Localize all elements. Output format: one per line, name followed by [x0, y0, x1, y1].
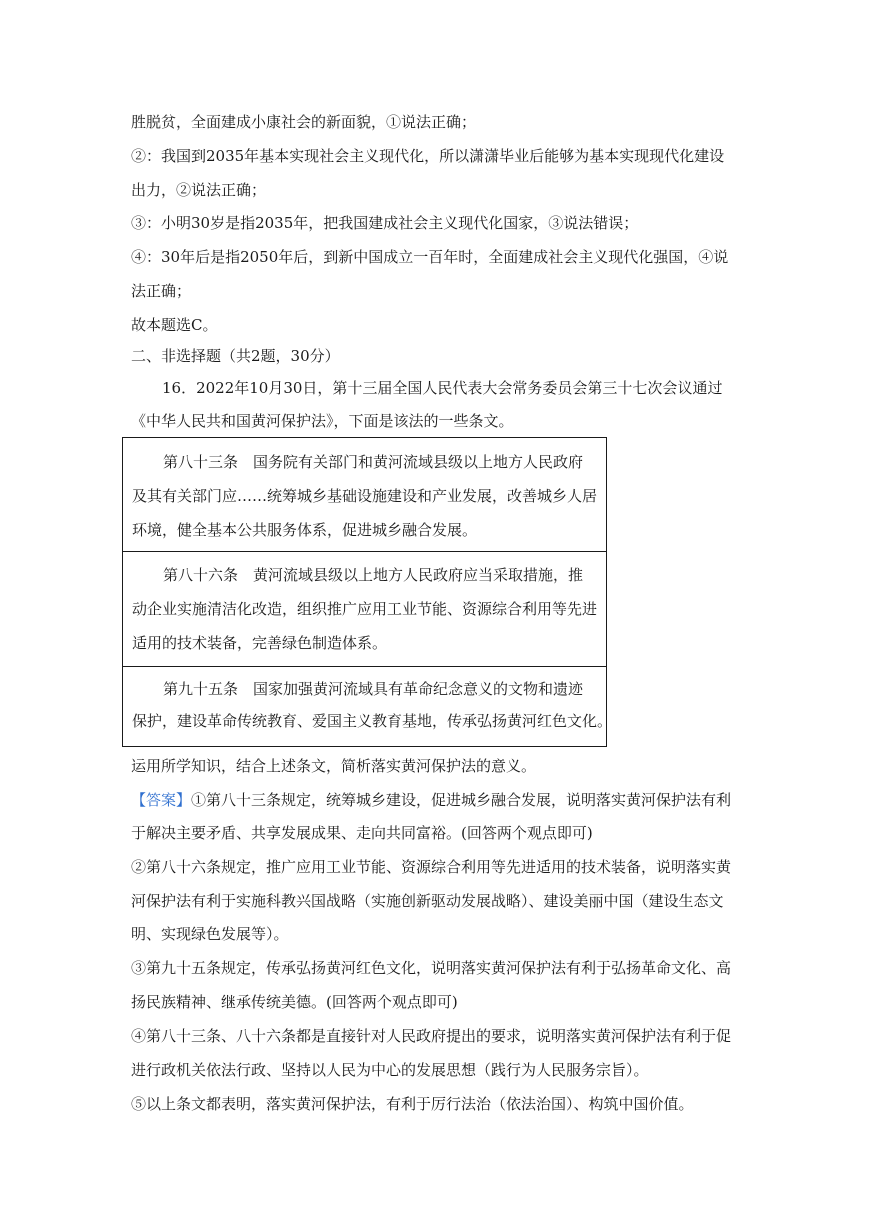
- article-line: 第八十三条 国务院有关部门和黄河流域县级以上地方人民政府: [163, 453, 584, 471]
- paragraph-line: 胜脱贫，全面建成小康社会的新面貌，①说法正确；: [131, 113, 477, 131]
- answer-line: ②第八十六条规定，推广应用工业节能、资源综合利用等先进适用的技术装备，说明落实黄: [131, 858, 732, 876]
- paragraph-line: ④：30年后是指2050年后，到新中国成立一百年时，全面建成社会主义现代化强国，④说: [131, 248, 729, 266]
- article-line: 第九十五条 国家加强黄河流域具有革命纪念意义的文物和遗迹: [163, 680, 584, 698]
- article-row: [123, 438, 607, 552]
- answer-tag: 【答案】: [131, 791, 192, 809]
- paragraph-line: ③：小明30岁是指2035年，把我国建成社会主义现代化国家，③说法错误；: [131, 214, 639, 232]
- answer-line: 明、实现绿色发展等）。: [131, 925, 289, 943]
- article-line: 动企业实施清洁化改造，组织推广应用工业节能、资源综合利用等先进: [132, 600, 598, 618]
- conclusion-line: 故本题选C。: [131, 316, 218, 334]
- question-16-stem: 《中华人民共和国黄河保护法》，下面是该法的一些条文。: [131, 412, 514, 430]
- answer-text: ①第八十三条规定，统筹城乡建设，促进城乡融合发展，说明落实黄河保护法有利: [191, 791, 732, 809]
- article-line: 适用的技术装备，完善绿色制造体系。: [132, 634, 388, 652]
- article-line: 保护，建设革命传统教育、爱国主义教育基地，传承弘扬黄河红色文化。: [132, 712, 613, 730]
- section-heading: 二、非选择题（共2题，30分）: [131, 347, 340, 365]
- paragraph-line: 法正确；: [131, 282, 192, 300]
- article-line: 环境，健全基本公共服务体系，促进城乡融合发展。: [132, 521, 478, 539]
- question-16-stem: 16．2022年10月30日，第十三届全国人民代表大会常务委员会第三十七次会议通过: [162, 379, 723, 397]
- answer-line: ④第八十三条、八十六条都是直接针对人民政府提出的要求，说明落实黄河保护法有利于促: [131, 1027, 732, 1045]
- article-line: 第八十六条 黄河流域县级以上地方人民政府应当采取措施，推: [163, 566, 584, 584]
- answer-line: ⑤以上条文都表明，落实黄河保护法，有利于厉行法治（依法治国）、构筑中国价值。: [131, 1095, 694, 1113]
- article-83-cell: [123, 438, 607, 552]
- article-line: 及其有关部门应……统筹城乡基础设施建设和产业发展，改善城乡人居: [132, 487, 598, 505]
- article-row: [123, 667, 607, 747]
- article-row: [123, 552, 607, 667]
- article-86-cell: [123, 552, 607, 667]
- answer-line: 扬民族精神、继承传统美德。(回答两个观点即可): [131, 993, 458, 1011]
- law-articles-table: [122, 437, 613, 747]
- answer-line: 河保护法有利于实施科教兴国战略（实施创新驱动发展战略）、建设美丽中国（建设生态文: [131, 892, 724, 910]
- answer-line: ③第九十五条规定，传承弘扬黄河红色文化，说明落实黄河保护法有利于弘扬革命文化、高: [131, 959, 732, 977]
- article-95-cell: [123, 667, 613, 747]
- answer-line: 进行政机关依法行政、坚持以人民为中心的发展思想（践行为人民服务宗旨）。: [131, 1061, 649, 1079]
- paragraph-line: 出力，②说法正确；: [131, 181, 267, 199]
- question-prompt: 运用所学知识，结合上述条文，简析落实黄河保护法的意义。: [131, 757, 537, 775]
- paragraph-line: ②：我国到2035年基本实现社会主义现代化，所以潇潇毕业后能够为基本实现现代化建设: [131, 147, 725, 165]
- answer-line: 于解决主要矛盾、共享发展成果、走向共同富裕。(回答两个观点即可): [131, 824, 593, 842]
- answer-line: [131, 790, 731, 810]
